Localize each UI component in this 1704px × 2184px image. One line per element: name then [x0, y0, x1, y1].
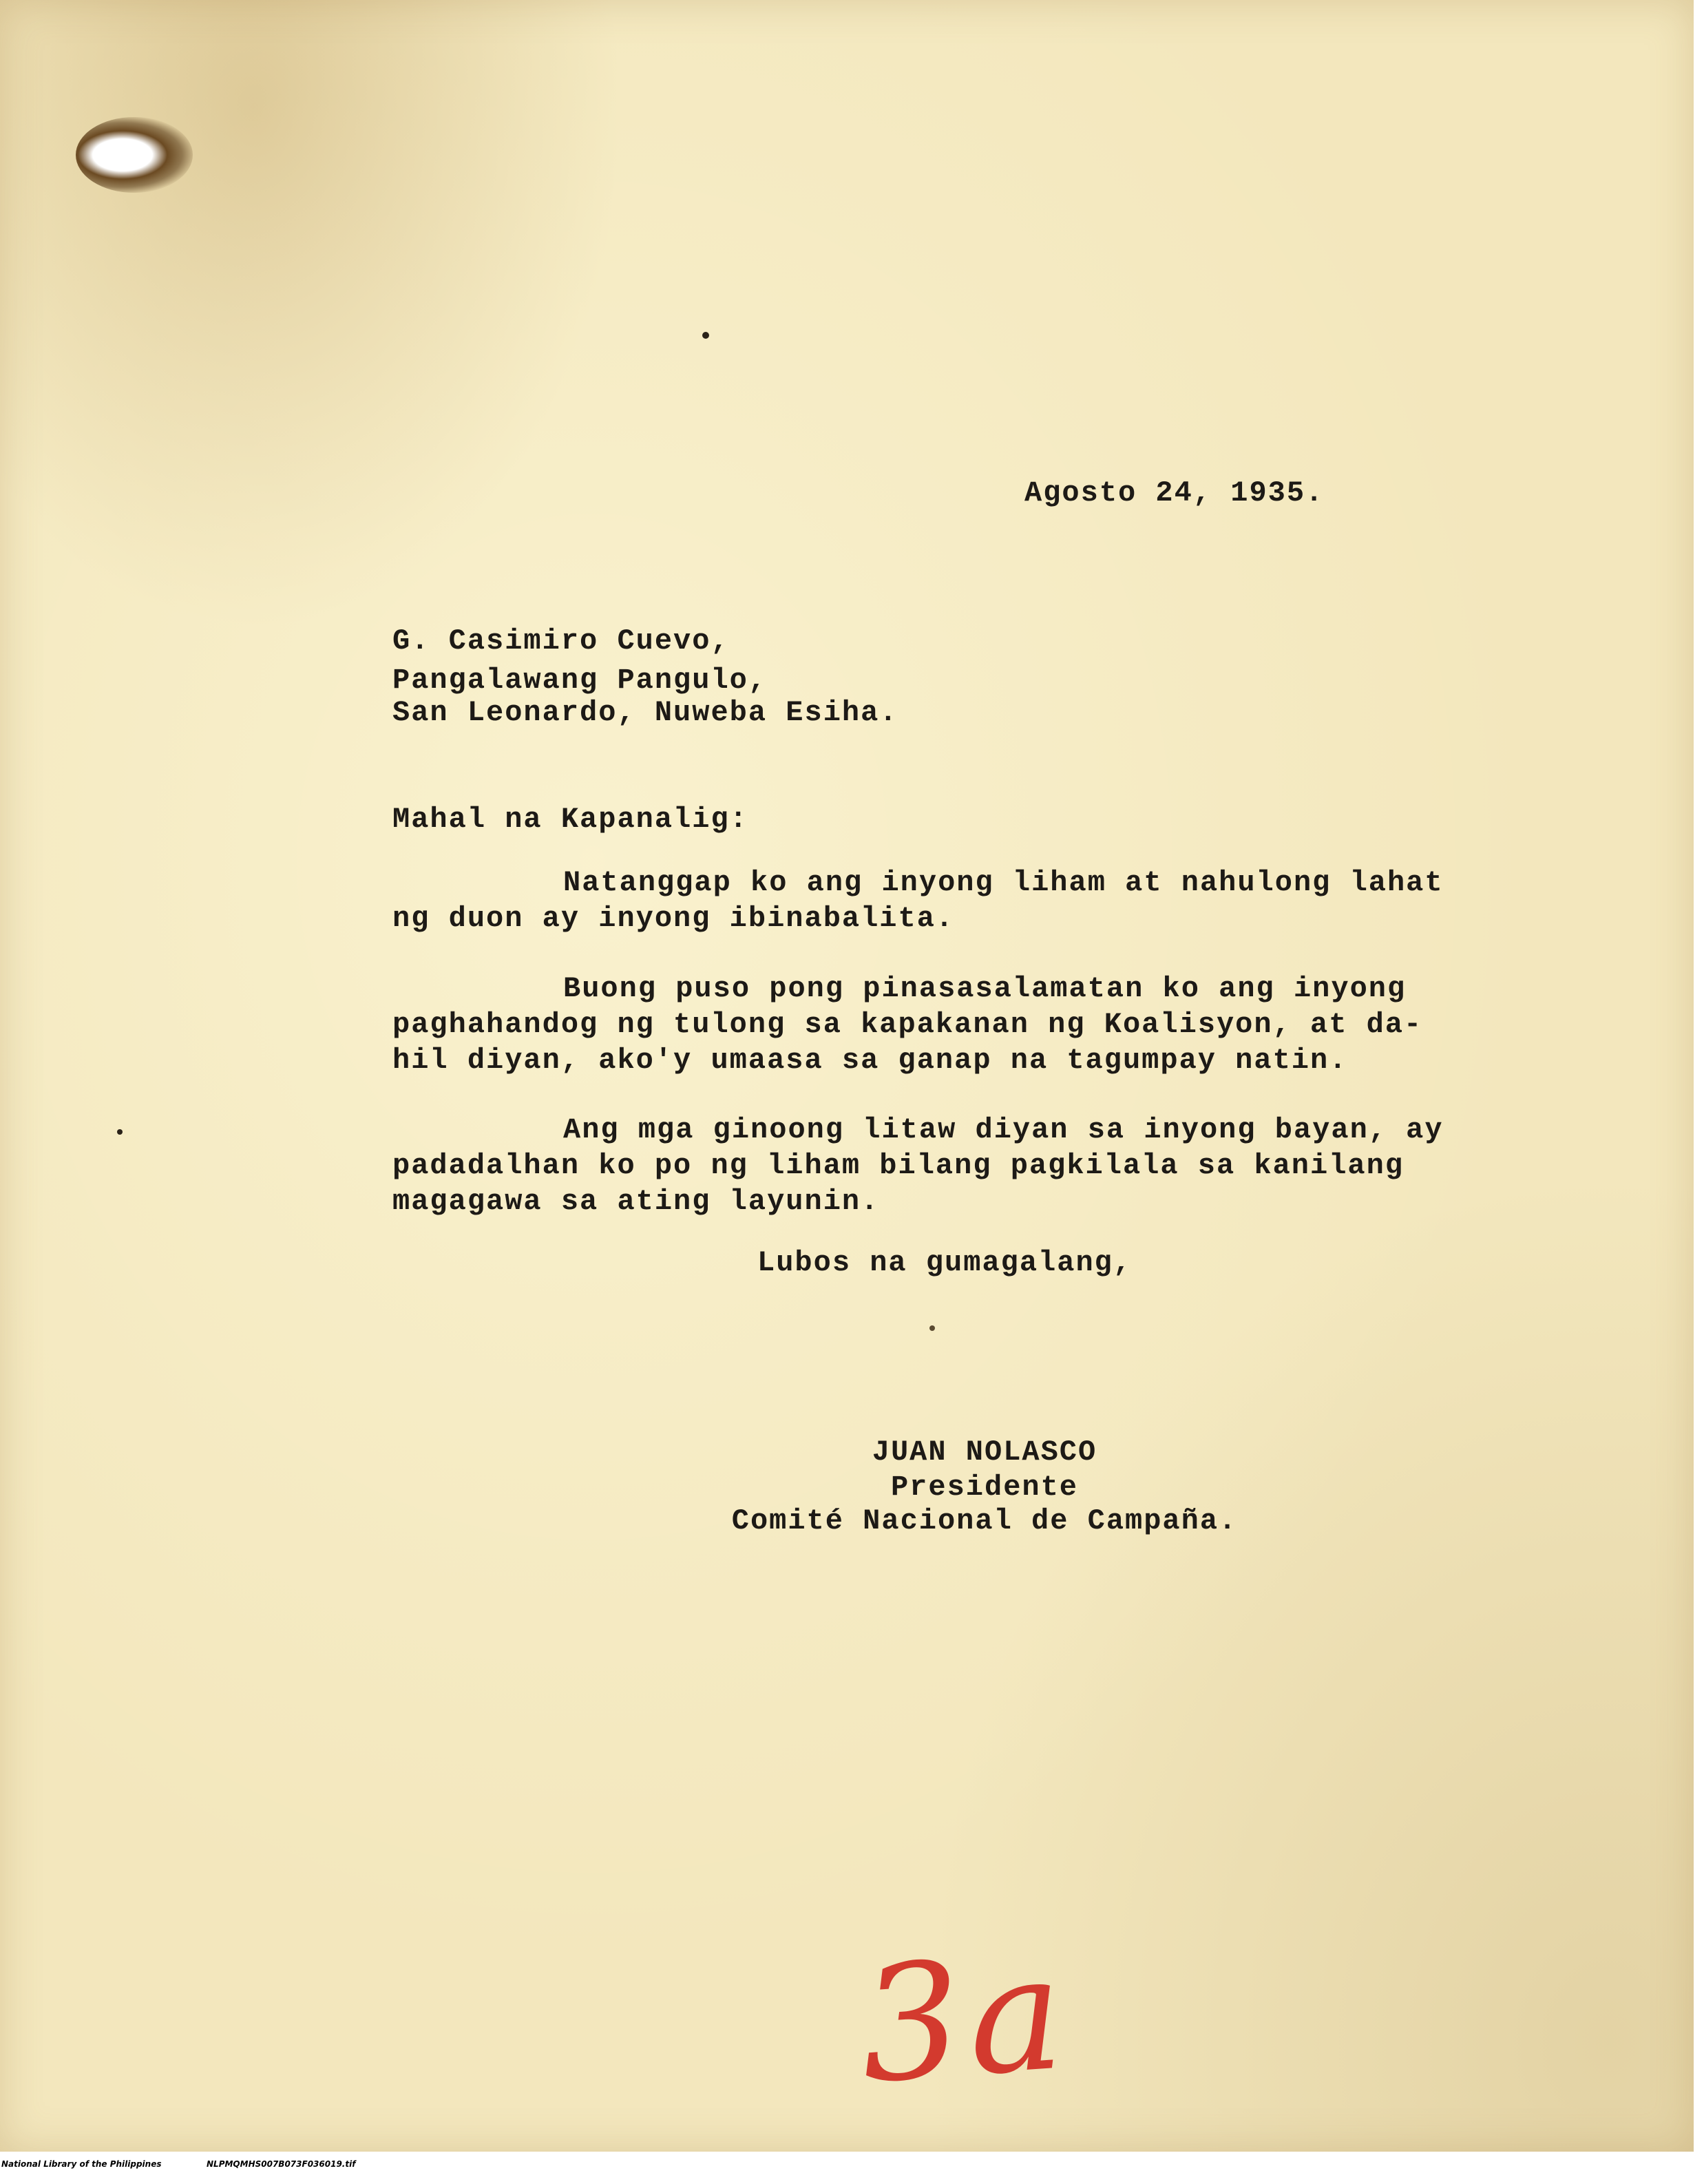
burn-mark: [76, 117, 193, 193]
paragraph-line: ng duon ay inyong ibinabalita.: [392, 902, 955, 935]
recipient-name: G. Casimiro Cuevo,: [392, 624, 730, 658]
paragraph-3: [392, 1112, 1444, 1219]
recipient-location: San Leonardo, Nuweba Esiha.: [392, 696, 898, 729]
paragraph-line: hil diyan, ako'y umaasa sa ganap na tagumpay natin.: [392, 1044, 1348, 1077]
handwritten-page-mark: 3a: [854, 1920, 1076, 2119]
salutation: Mahal na Kapanalig:: [392, 803, 748, 836]
scan-footer: [0, 2155, 1704, 2172]
paragraph-line: magagawa sa ating layunin.: [392, 1185, 880, 1218]
paragraph-line: Buong puso pong pinasasalamatan ko ang inyong: [563, 972, 1407, 1005]
paragraph-line: paghahandog ng tulong sa kapakanan ng Koalisyon, at da-: [392, 1008, 1423, 1041]
signature-name: JUAN NOLASCO: [872, 1436, 1097, 1469]
paragraph-line: Natanggap ko ang inyong liham at nahulong lahat: [563, 866, 1444, 899]
signature-organization: Comité Nacional de Campaña.: [731, 1504, 1238, 1537]
paragraph-1: [392, 865, 1444, 936]
footer-file-id: NLPMQMHS007B073F036019.tif: [207, 2159, 356, 2169]
closing: Lubos na gumagalang,: [757, 1246, 1133, 1279]
paragraph-2: [392, 971, 1422, 1078]
ink-spot: [702, 332, 709, 339]
signature-title: Presidente: [890, 1471, 1079, 1504]
footer-library: National Library of the Philippines: [1, 2159, 162, 2169]
letter-date: Agosto 24, 1935.: [1024, 476, 1325, 510]
ink-spot: [929, 1325, 935, 1331]
paragraph-line: padadalhan ko po ng liham bilang pagkilala sa kanilang: [392, 1149, 1405, 1182]
recipient-title: Pangalawang Pangulo,: [392, 664, 768, 697]
paragraph-line: Ang mga ginoong litaw diyan sa inyong bayan, ay: [563, 1113, 1444, 1146]
ink-spot: [117, 1129, 123, 1135]
